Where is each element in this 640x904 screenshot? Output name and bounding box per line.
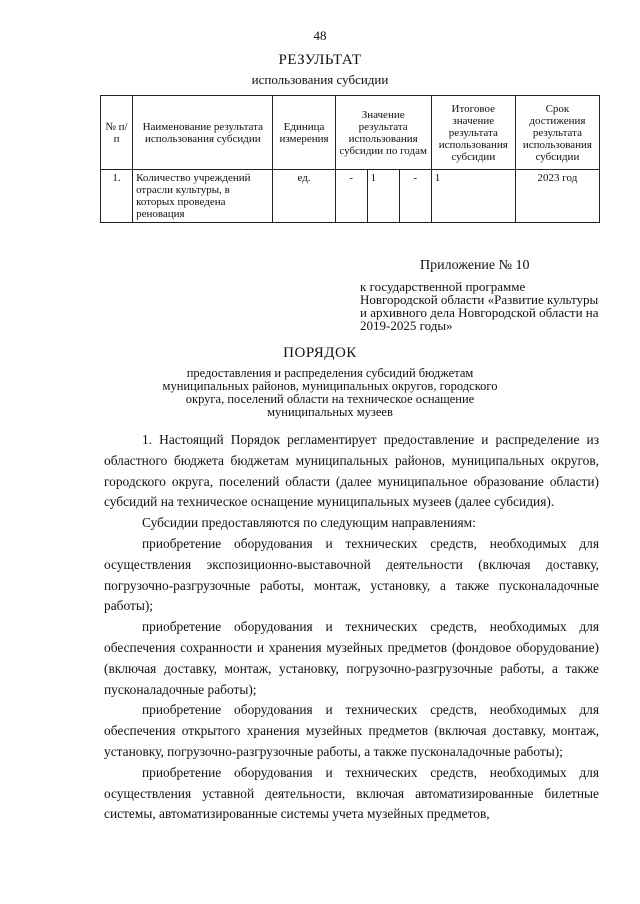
paragraph: приобретение оборудования и технических средств, необходимых для осуществления экспозиционно-выставочной деятельности (включая доставку, погрузочно-разгрузочные работы, монтаж, установку, а также пусконаладочные работы); (104, 535, 599, 614)
cell-name: Количество учреждений отрасли культуры, в которых проведена реновация (133, 170, 273, 223)
result-table (100, 95, 600, 223)
cell-value-1: - (335, 170, 367, 223)
table-header-row (101, 96, 600, 170)
paragraph: приобретение оборудования и технических средств, необходимых для осуществления уставной деятельности, включая автоматизированные билетные системы, автоматизированные системы учета музейных предметов, (104, 764, 599, 822)
header-name: Наименование результата использования субсидии (133, 96, 273, 170)
result-subtitle: использования субсидии (251, 72, 389, 87)
order-subtitle: предоставления и распределения субсидий бюджетам муниципальных районов, муниципальных округов, городского округа, поселений области на техническое оснащение муниципальных музеев (162, 366, 498, 419)
cell-num: 1. (101, 170, 133, 223)
cell-value-3: - (399, 170, 431, 223)
header-term: Срок достижения результата использования субсидии (515, 96, 599, 170)
appendix-title: Приложение № 10 (420, 258, 530, 273)
paragraph: приобретение оборудования и технических средств, необходимых для обеспечения сохранности и хранения музейных предметов (фондовое оборудование) (включая доставку, монтаж, установку, погрузочно-разгрузочные работы, а также пусконаладочные работы); (104, 619, 599, 697)
cell-total: 1 (431, 170, 515, 223)
cell-unit: ед. (273, 170, 335, 223)
paragraph: приобретение оборудования и технических средств, необходимых для обеспечения открытого хранения музейных предметов (включая доставку, монтаж, установку, погрузочно-разгрузочные работы, а также пусконаладочные работы); (104, 702, 599, 759)
table-row (101, 170, 600, 223)
cell-term: 2023 год (515, 170, 599, 223)
header-num: № п/п (101, 96, 133, 170)
order-title: ПОРЯДОК (283, 345, 357, 361)
appendix-text: к государственной программе Новгородской области «Развитие культуры и архивного дела Новгородской области на 2019-2025 годы» (360, 279, 599, 333)
paragraph: 1. Настоящий Порядок регламентирует предоставление и распределение из областного бюджета бюджетам муниципальных районов, муниципальных округов, городского округа, поселений области (далее муниципальное образование области) субсидий на техническое оснащение муниципальных музеев (далее субсидия). (104, 432, 599, 510)
document-body (104, 430, 599, 825)
paragraph: Субсидии предоставляются по следующим направлениям: (142, 515, 476, 531)
header-total: Итоговое значение результата использования субсидии (431, 96, 515, 170)
page-number: 48 (313, 28, 327, 43)
cell-value-2: 1 (367, 170, 399, 223)
result-title: РЕЗУЛЬТАТ (278, 52, 362, 68)
header-unit: Единица измерения (273, 96, 335, 170)
header-values: Значение результата использования субсидии по годам (335, 96, 431, 170)
